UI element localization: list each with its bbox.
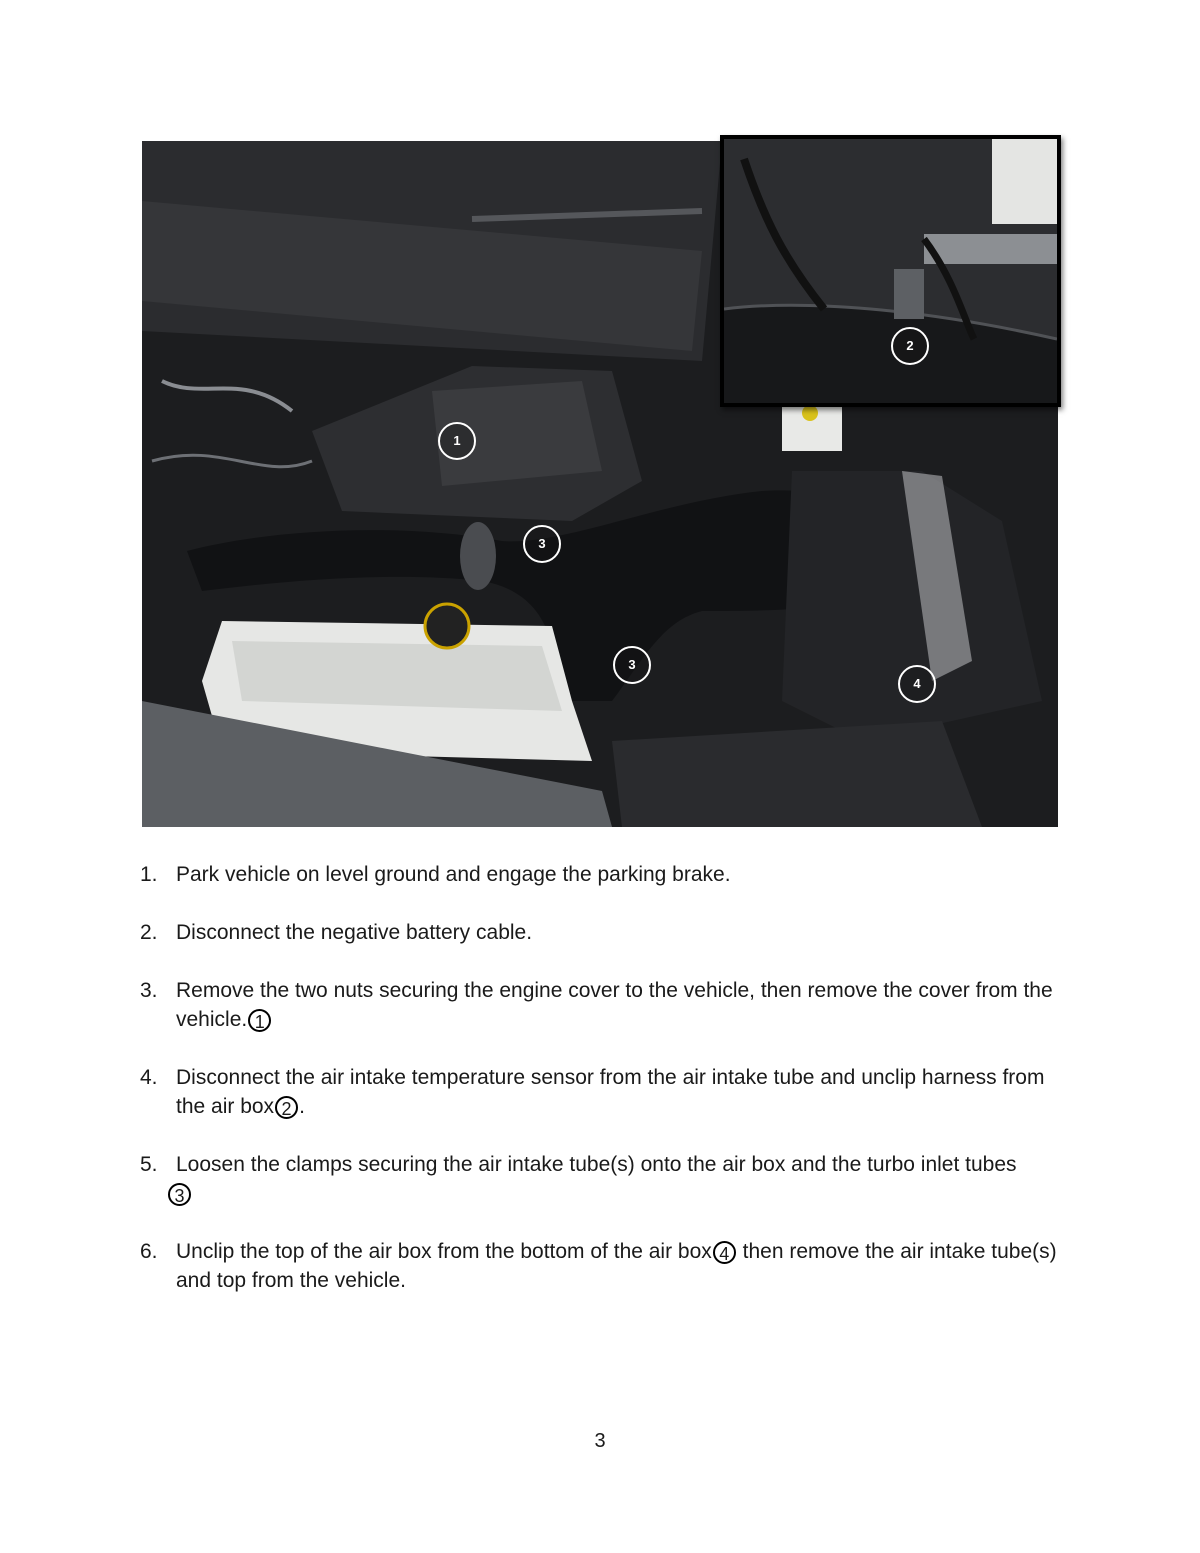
step-text: Park vehicle on level ground and engage the parking brake. <box>176 863 731 886</box>
callout-air-box: 4 <box>898 665 936 703</box>
step-text-after: . <box>299 1095 305 1118</box>
page-number: 3 <box>594 1430 606 1452</box>
step-text: Disconnect the negative battery cable. <box>176 921 533 944</box>
step-2 <box>140 918 1060 947</box>
callout-engine-cover: 1 <box>438 422 476 460</box>
step-1 <box>140 860 1060 889</box>
step-4 <box>140 1063 1060 1121</box>
step-text: Unclip the top of the air box from the bottom of the air box <box>176 1240 712 1263</box>
step-text: Loosen the clamps securing the air intake tube(s) onto the air box and the turbo inlet tubes <box>176 1153 1017 1176</box>
callout-reference-3: 3 <box>168 1183 191 1206</box>
step-number: 1. <box>140 863 158 886</box>
step-number: 6. <box>140 1240 158 1263</box>
step-3 <box>140 976 1060 1034</box>
step-number: 3. <box>140 979 158 1002</box>
callout-intake-tube-clamp: 3 <box>523 525 561 563</box>
callout-reference-4: 4 <box>713 1241 736 1264</box>
instruction-list <box>140 860 1060 1295</box>
step-text: Remove the two nuts securing the engine cover to the vehicle, then remove the cover from the vehicle. <box>176 979 1053 1031</box>
callout-reference-1: 1 <box>248 1009 271 1032</box>
step-number: 5. <box>140 1153 158 1176</box>
step-text-after: then remove the air intake tube(s) and top from the vehicle. <box>176 1240 1057 1292</box>
callout-turbo-inlet-clamp: 3 <box>613 646 651 684</box>
step-number: 2. <box>140 921 158 944</box>
step-6 <box>140 1237 1060 1295</box>
inset-sensor-detail-photo <box>720 135 1061 407</box>
callout-intake-temp-sensor: 2 <box>891 327 929 365</box>
step-5 <box>140 1150 1060 1208</box>
step-number: 4. <box>140 1066 158 1089</box>
step-text: Disconnect the air intake temperature sensor from the air intake tube and unclip harness from the air box <box>176 1066 1045 1118</box>
inset-illustration <box>724 139 1057 403</box>
callout-reference-2: 2 <box>275 1096 298 1119</box>
